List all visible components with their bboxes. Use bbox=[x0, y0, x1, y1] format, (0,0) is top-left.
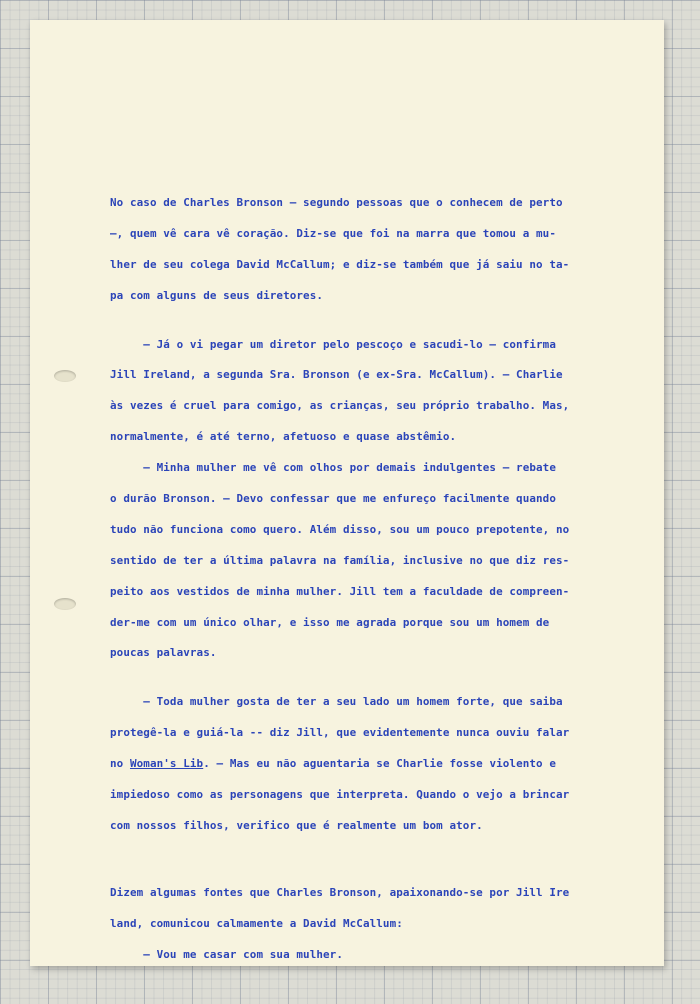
text-line: pa com alguns de seus diretores. bbox=[110, 288, 324, 302]
text-line: land, comunicou calmamente a David McCallum: bbox=[110, 916, 403, 930]
text-line: Dizem algumas fontes que Charles Bronson, apaixonando-se por Jill Ire bbox=[110, 885, 570, 899]
text-line: Jill Ireland, a segunda Sra. Bronson (e ex-Sra. McCallum). — Charlie bbox=[110, 368, 563, 382]
punch-hole bbox=[54, 598, 76, 610]
paragraph bbox=[110, 188, 635, 312]
underlined-term: Woman's Lib bbox=[129, 757, 204, 771]
paragraph-gap bbox=[110, 312, 635, 330]
paragraph-gap bbox=[110, 669, 635, 687]
text-line: —, quem vê cara vê coração. Diz-se que foi na marra que tomou a mu- bbox=[110, 226, 556, 240]
text-line: lher de seu colega David McCallum; e diz-se também que já saiu no ta- bbox=[110, 257, 570, 271]
text-line: protegê-la e guiá-la -- diz Jill, que evidentemente nunca ouviu falar bbox=[110, 726, 570, 740]
paragraph-gap bbox=[110, 860, 635, 878]
paragraph bbox=[110, 330, 635, 454]
punch-hole bbox=[54, 370, 76, 382]
text-fragment: . — Mas eu não aguentaria se Charlie fosse violento e bbox=[203, 757, 557, 771]
paragraph bbox=[110, 878, 635, 940]
text-line: peito aos vestidos de minha mulher. Jill tem a faculdade de compreen- bbox=[110, 584, 570, 598]
text-line: às vezes é cruel para comigo, as crianças, seu próprio trabalho. Mas, bbox=[110, 399, 570, 413]
text-line: — Minha mulher me vê com olhos por demais indulgentes — rebate bbox=[110, 461, 556, 475]
paragraph bbox=[110, 453, 635, 669]
text-line: poucas palavras. bbox=[110, 646, 217, 660]
text-line: tudo não funciona como quero. Além disso, sou um pouco prepotente, no bbox=[110, 522, 570, 536]
text-line: o durão Bronson. — Devo confessar que me enfureço facilmente quando bbox=[110, 492, 556, 506]
text-line: der-me com um único olhar, e isso me agrada porque sou um homem de bbox=[110, 615, 550, 629]
text-line bbox=[110, 749, 635, 780]
typewritten-text bbox=[110, 188, 635, 970]
text-line: No caso de Charles Bronson — segundo pessoas que o conhecem de perto bbox=[110, 196, 563, 209]
text-line: — Já o vi pegar um diretor pelo pescoço e sacudi-lo — confirma bbox=[110, 337, 556, 351]
paper-sheet bbox=[30, 20, 664, 966]
text-line: — Toda mulher gosta de ter a seu lado um homem forte, que saiba bbox=[110, 695, 563, 709]
text-fragment: no bbox=[110, 757, 130, 771]
text-line: com nossos filhos, verifico que é realmente um bom ator. bbox=[110, 818, 483, 832]
text-line: sentido de ter a última palavra na família, inclusive no que diz res- bbox=[110, 553, 570, 567]
text-line: impiedoso como as personagens que interpreta. Quando o vejo a brincar bbox=[110, 788, 570, 802]
text-line: — Vou me casar com sua mulher. bbox=[110, 947, 343, 961]
paragraph bbox=[110, 940, 635, 971]
text-line: normalmente, é até terno, afetuoso e quase abstêmio. bbox=[110, 430, 457, 444]
paragraph-gap bbox=[110, 842, 635, 860]
paragraph bbox=[110, 687, 635, 841]
